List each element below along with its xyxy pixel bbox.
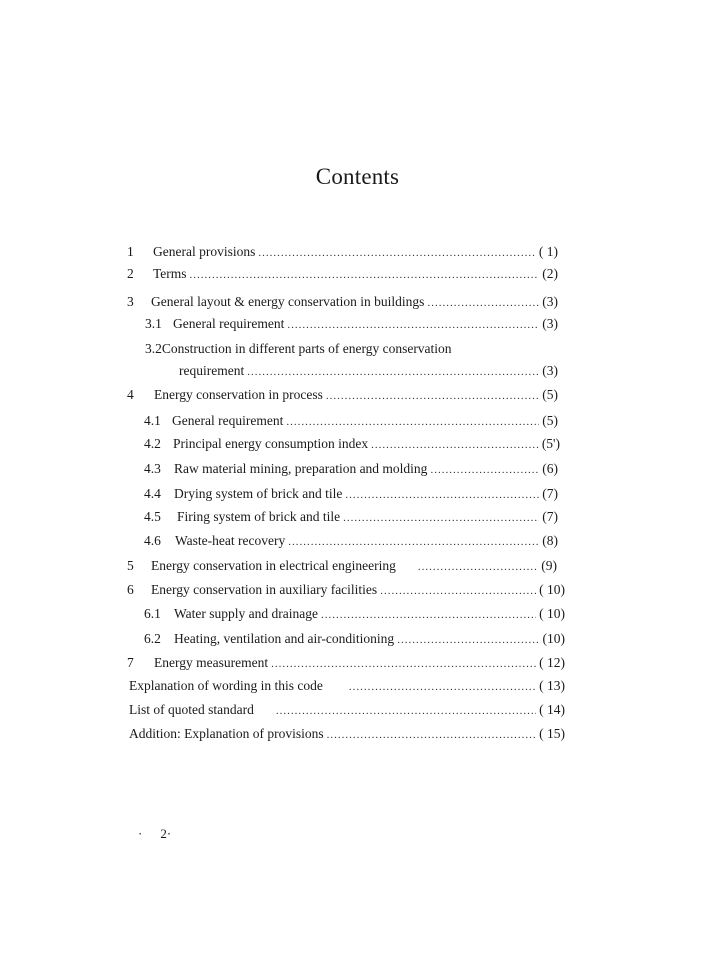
toc-entry[interactable] bbox=[144, 486, 558, 503]
toc-label: Energy conservation in auxiliary facilities bbox=[151, 582, 378, 597]
toc-entry[interactable] bbox=[144, 606, 565, 623]
toc-page: ( 10) bbox=[539, 582, 565, 597]
toc-label: Construction in different parts of energy conservation bbox=[161, 341, 452, 356]
dot-leader bbox=[247, 364, 539, 380]
toc-label: Terms bbox=[153, 266, 187, 281]
toc-number: 4.3 bbox=[144, 461, 161, 476]
toc-page: (3) bbox=[542, 316, 558, 331]
page-footer bbox=[138, 826, 171, 842]
toc-page: (5) bbox=[542, 387, 558, 402]
dot-leader bbox=[190, 267, 540, 283]
dot-leader bbox=[286, 414, 539, 430]
toc-page: (7) bbox=[542, 509, 558, 524]
dot-leader bbox=[349, 679, 536, 695]
toc-entry[interactable] bbox=[179, 363, 558, 380]
toc-entry[interactable] bbox=[127, 294, 558, 311]
toc-entry[interactable] bbox=[127, 387, 558, 404]
toc-entry[interactable] bbox=[127, 655, 565, 672]
dot-leader bbox=[327, 727, 537, 743]
toc-page: (5') bbox=[541, 436, 560, 451]
toc-entry[interactable] bbox=[129, 726, 565, 743]
toc-number: 7 bbox=[127, 655, 134, 670]
toc-entry[interactable] bbox=[144, 533, 558, 550]
toc-entry[interactable] bbox=[127, 244, 558, 261]
toc-number: 3 bbox=[127, 294, 134, 309]
toc-entry[interactable] bbox=[144, 461, 558, 478]
toc-page: (3) bbox=[542, 294, 558, 309]
dot-leader bbox=[345, 487, 539, 503]
toc-label: Waste-heat recovery bbox=[175, 533, 286, 548]
toc-page: (5) bbox=[542, 413, 558, 428]
footer-dot: · bbox=[138, 826, 143, 841]
toc-number: 6.1 bbox=[144, 606, 161, 621]
toc-page: (9) bbox=[541, 558, 557, 573]
dot-leader bbox=[371, 437, 539, 453]
toc-label: Drying system of brick and tile bbox=[174, 486, 343, 501]
toc-label: Addition: Explanation of provisions bbox=[129, 726, 324, 741]
dot-leader bbox=[288, 534, 539, 550]
toc-number: 4.5 bbox=[144, 509, 161, 524]
toc-label: Firing system of brick and tile bbox=[177, 509, 341, 524]
toc-page: ( 10) bbox=[539, 606, 565, 621]
toc-page: ( 15) bbox=[539, 726, 565, 741]
toc-page: (2) bbox=[542, 266, 558, 281]
toc-number: 4 bbox=[127, 387, 134, 402]
toc-page: (3) bbox=[542, 363, 558, 378]
toc-label: General layout & energy conservation in buildings bbox=[151, 294, 425, 309]
dot-leader bbox=[271, 656, 536, 672]
toc-entry[interactable] bbox=[144, 436, 560, 453]
dot-leader bbox=[397, 632, 539, 648]
toc-number: 6.2 bbox=[144, 631, 161, 646]
page-number: 2· bbox=[160, 826, 172, 841]
toc-entry[interactable] bbox=[144, 631, 565, 648]
toc-entry[interactable] bbox=[144, 509, 558, 526]
toc-label: Energy measurement bbox=[154, 655, 269, 670]
toc-page: ( 13) bbox=[539, 678, 565, 693]
dot-leader bbox=[427, 295, 539, 311]
toc-label: Energy conservation in electrical engineering bbox=[151, 558, 396, 573]
toc-entry[interactable] bbox=[144, 413, 558, 430]
toc-entry[interactable] bbox=[127, 558, 557, 575]
toc-entry[interactable] bbox=[129, 702, 565, 719]
toc-label: General requirement bbox=[173, 316, 285, 331]
toc-entry[interactable] bbox=[129, 678, 565, 695]
dot-leader bbox=[321, 607, 536, 623]
toc-page: (7) bbox=[542, 486, 558, 501]
toc-label: General provisions bbox=[153, 244, 256, 259]
toc-label: General requirement bbox=[172, 413, 284, 428]
dot-leader bbox=[380, 583, 536, 599]
toc-number: 4.4 bbox=[144, 486, 161, 501]
toc-number: 3.2 bbox=[145, 341, 162, 356]
toc-label: Energy conservation in process bbox=[154, 387, 323, 402]
toc-number: 3.1 bbox=[145, 316, 162, 331]
toc-label: requirement bbox=[179, 363, 245, 378]
toc-label: Raw material mining, preparation and molding bbox=[174, 461, 428, 476]
page-title: Contents bbox=[315, 164, 400, 189]
toc-label: Heating, ventilation and air-conditioning bbox=[174, 631, 395, 646]
toc-number: 4.1 bbox=[144, 413, 161, 428]
dot-leader bbox=[287, 317, 539, 333]
toc-entry[interactable] bbox=[145, 341, 452, 357]
dot-leader bbox=[430, 462, 539, 478]
toc-entry[interactable] bbox=[145, 316, 558, 333]
toc-number: 1 bbox=[127, 244, 134, 259]
toc-number: 4.2 bbox=[144, 436, 161, 451]
dot-leader bbox=[258, 245, 536, 261]
toc-number: 5 bbox=[127, 558, 134, 573]
toc-label: List of quoted standard bbox=[129, 702, 254, 717]
toc-number: 4.6 bbox=[144, 533, 161, 548]
toc-page: (6) bbox=[542, 461, 558, 476]
toc-number: 6 bbox=[127, 582, 134, 597]
toc-page: (8) bbox=[542, 533, 558, 548]
toc-page: ( 12) bbox=[539, 655, 565, 670]
dot-leader bbox=[418, 559, 538, 575]
toc-page: (10) bbox=[542, 631, 565, 646]
dot-leader bbox=[326, 388, 539, 404]
toc-label: Water supply and drainage bbox=[174, 606, 318, 621]
toc-entry[interactable] bbox=[127, 266, 558, 283]
toc-page: ( 14) bbox=[539, 702, 565, 717]
dot-leader bbox=[276, 703, 536, 719]
toc-entry[interactable] bbox=[127, 582, 565, 599]
dot-leader bbox=[343, 510, 539, 526]
toc-label: Explanation of wording in this code bbox=[129, 678, 323, 693]
toc-page: ( 1) bbox=[538, 244, 558, 259]
toc-label: Principal energy consumption index bbox=[173, 436, 369, 451]
toc-number: 2 bbox=[127, 266, 134, 281]
